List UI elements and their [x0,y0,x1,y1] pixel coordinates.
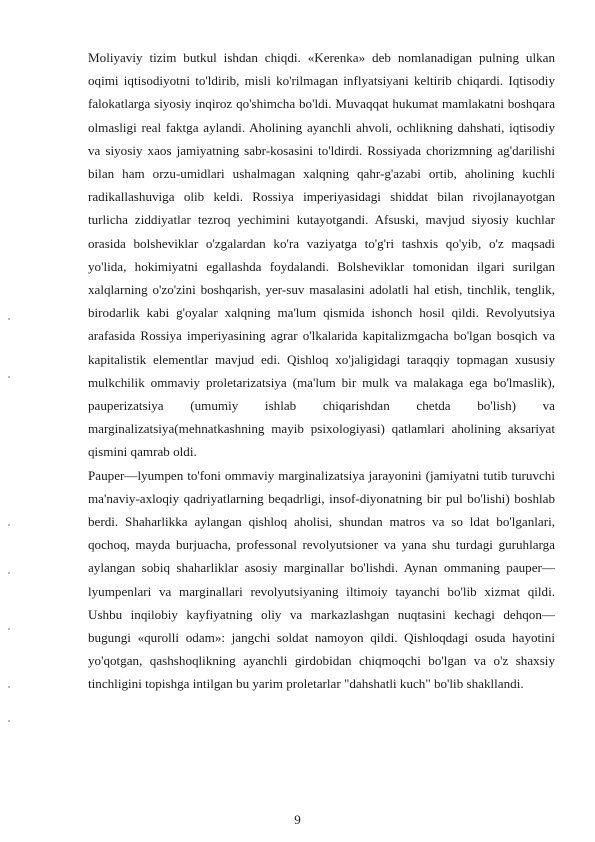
margin-dot [8,628,10,630]
margin-dot [8,686,10,688]
margin-dot [8,318,10,320]
paragraph: Pauper—lyumpen to'foni ommaviy marginalizatsiya jarayonini (jamiyatni tutib turuvchi ma'naviy-axloqiy qadriyatlarning beqadrligi, insof-diyonatning bir pul bo'lishi) boshlab berdi. Shaharlikka aylangan qishloq aholisi, shundan matros va so ldat bo'lganlari, qochoq, mayda burjuacha, professonal revolyutsioner va yana shu turdagi guruhlarga aylangan sobiq shaharliklar asosiy marginallar bo'lishdi. Aynan ommaning pauper—lyumpenlari va marginallari revolyutsiyaning iltimoiy tayanchi bo'lib xizmat qildi. Ushbu inqilobiy kayfiyatning oliy va markazlashgan nuqtasini kechagi dehqon—bugungi «qurolli odam»: jangchi soldat namoyon qildi. Qishloqdagi osuda hayotini yo'qotgan, qashshoqlikning ayanchli girdobidan chiqmoqchi bo'lgan va o'z shaxsiy tinchligini topishga intilgan bu yarim proletarlar "dahshatli kuch" bo'lib shakllandi. [88,467,555,692]
margin-dot [8,572,10,574]
body-text [88,46,555,696]
margin-dot [8,376,10,378]
margin-marks [8,310,12,730]
margin-dot [8,720,10,722]
paragraph: Moliyaviy tizim butkul ishdan chiqdi. «Kerenka» deb nomlanadigan pulning ulkan oqimi iqtisodiyotni to'ldirib, misli ko'rilmagan inflyatsiyani keltirib chiqardi. Iqtisodiy falokatlarga siyosiy inqiroz qo'shimcha bo'ldi. Muvaqqat hukumat mamlakatni boshqara olmasligi real faktga aylandi. Aholining ayanchli ahvoli, ochlikning dahshati, iqtisodiy va siyosiy xaos jamiyatning sabr-kosasini to'ldirdi. Rossiyada chorizmning ag'darilishi bilan ham orzu-umidlari ushalmagan xalqning qahr-g'azabi ortib, aholining kuchli radikallashuviga olib keldi. Rossiya imperiyasidagi shiddat bilan rivojlanayotgan turlicha ziddiyatlar tezroq yechimini kutayotgandi. Afsuski, mavjud siyosiy kuchlar orasida bolsheviklar o'zgalardan ko'ra vaziyatga to'g'ri tashxis qo'yib, o'z maqsadi yo'lida, hokimiyatni egallashda foydalandi. Bolsheviklar tomonidan ilgari surilgan xalqlarning o'zo'zini boshqarish, yer-suv masalasini adolatli hal etish, tinchlik, tenglik, birodarlik kabi g'oyalar xalqning ma'lum qismida ishonch hosil qildi. Revolyutsiya arafasida Rossiya imperiyasining agrar o'lkalarida kapitalizmgacha bo'lgan bosqich va kapitalistik elementlar mavjud edi. Qishloq xo'jaligidagi taraqqiy topmagan xususiy mulkchilik ommaviy proletarizatsiya (ma'lum bir mulk va malakaga ega bo'lmaslik), pauperizatsiya (umumiy ishlab chiqarishdan chetda bo'lish) va marginalizatsiya(mehnatkashning mayib psixologiyasi) qatlamlari aholining aksariyat qismini qamrab oldi. [88,50,555,460]
margin-dot [8,524,10,526]
page-number: 9 [294,812,301,827]
